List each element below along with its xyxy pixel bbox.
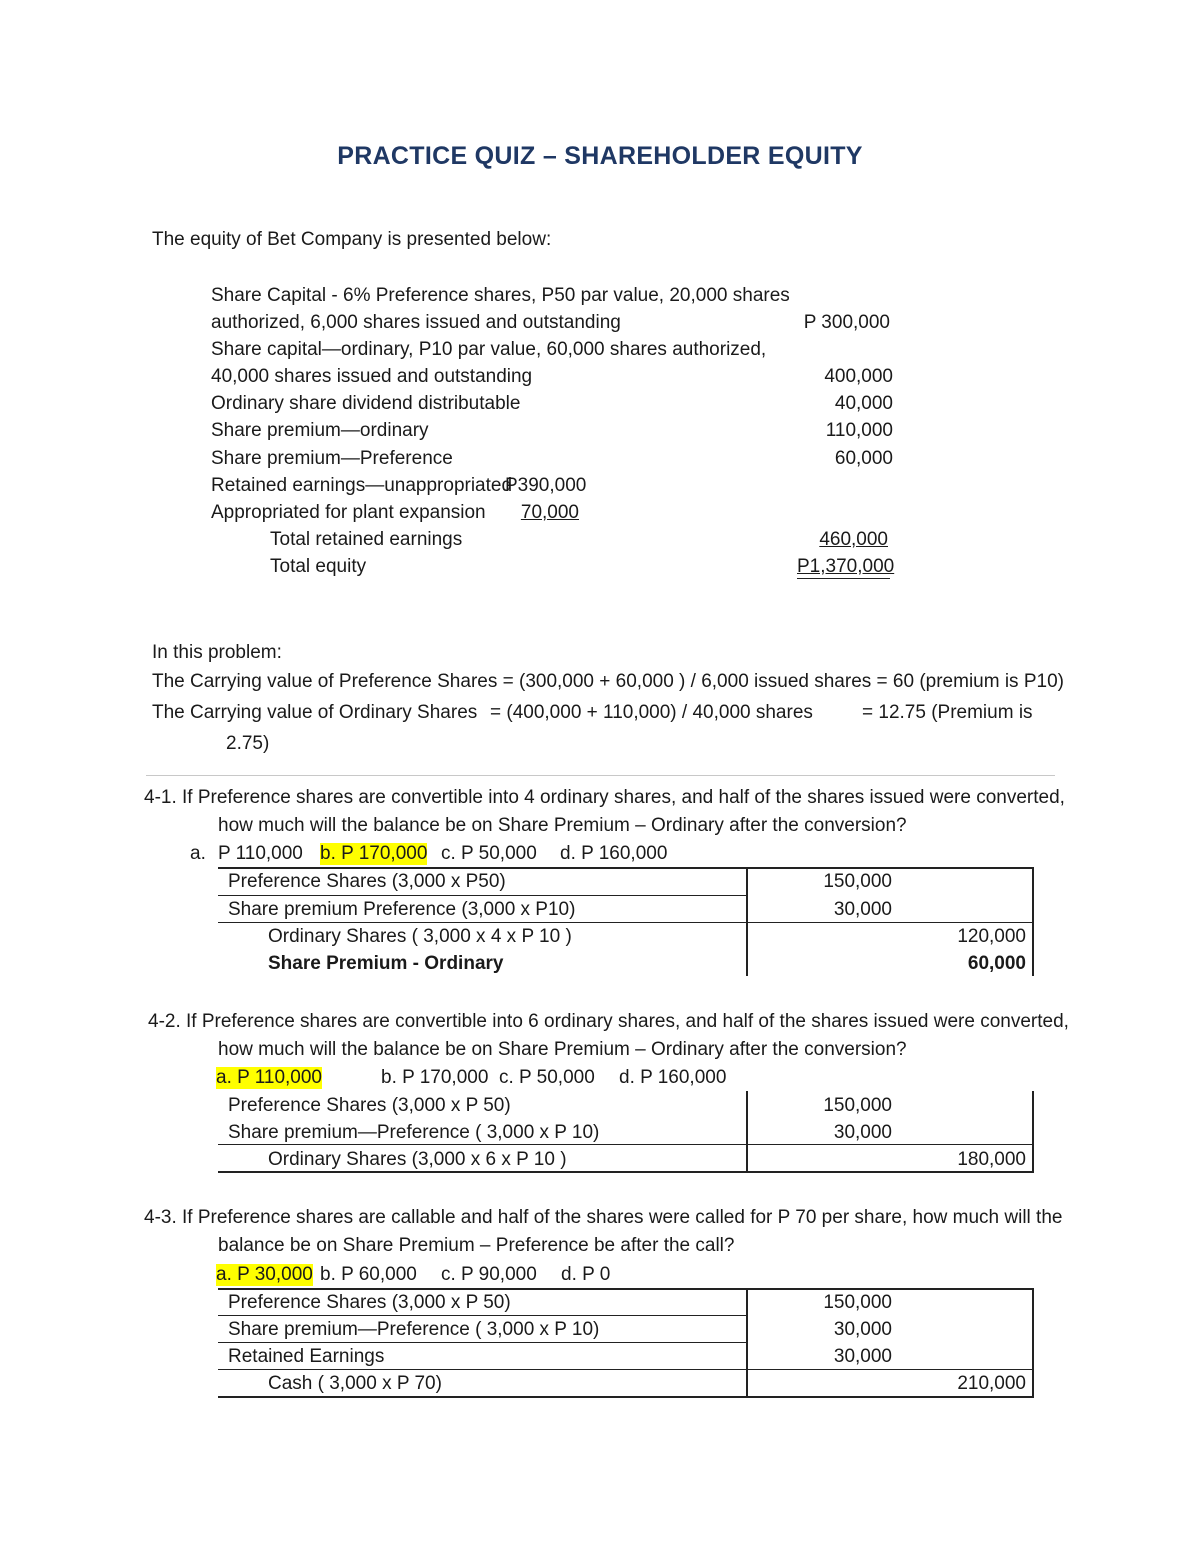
journal-credit: 120,000 bbox=[957, 926, 1026, 947]
journal-debit: 30,000 bbox=[833, 1122, 892, 1143]
total-equity-amount: P1,370,000 bbox=[797, 556, 895, 577]
option-a-answer[interactable]: a. P 30,000 bbox=[216, 1264, 313, 1285]
question-text-2: balance be on Share Premium – Preference be after the call? bbox=[218, 1235, 735, 1256]
dividend-label: Ordinary share dividend distributable bbox=[211, 393, 521, 414]
journal-debit: 30,000 bbox=[833, 1346, 892, 1367]
option-b-answer[interactable]: b. P 170,000 bbox=[320, 843, 428, 864]
option-c[interactable]: c. P 90,000 bbox=[441, 1264, 537, 1285]
question-number: 4-1. bbox=[144, 787, 177, 808]
question-text-1: If Preference shares are convertible into 4 ordinary shares, and half of the shares issued were converted, bbox=[182, 787, 1065, 808]
total-re-label: Total retained earnings bbox=[270, 529, 463, 550]
question-text-2: how much will the balance be on Share Premium – Ordinary after the conversion? bbox=[218, 815, 907, 836]
question-number: 4-3. bbox=[144, 1207, 177, 1228]
ord-shares-label-2: 40,000 shares issued and outstanding bbox=[211, 366, 533, 387]
total-equity-label: Total equity bbox=[270, 556, 367, 577]
journal-debit: 150,000 bbox=[823, 1095, 892, 1116]
carrying-value-ordinary-result: = 12.75 (Premium is bbox=[862, 702, 1033, 723]
journal-account: Preference Shares (3,000 x P 50) bbox=[228, 1095, 511, 1116]
intro-text: The equity of Bet Company is presented below: bbox=[152, 229, 552, 250]
question-text-1: If Preference shares are convertible into 6 ordinary shares, and half of the shares issued were converted, bbox=[186, 1011, 1069, 1032]
journal-account: Share premium Preference (3,000 x P10) bbox=[228, 899, 576, 920]
dividend-amount: 40,000 bbox=[834, 393, 893, 414]
journal-credit: 180,000 bbox=[957, 1149, 1026, 1170]
option-prefix: a. bbox=[190, 843, 206, 864]
option-d[interactable]: d. P 160,000 bbox=[560, 843, 668, 864]
re-appropriated-amount: 70,000 bbox=[520, 502, 579, 523]
re-unappropriated-label: Retained earnings—unappropriated bbox=[211, 475, 513, 496]
ord-shares-amount: 400,000 bbox=[824, 366, 893, 387]
option-d[interactable]: d. P 0 bbox=[561, 1264, 611, 1285]
journal-account: Share premium—Preference ( 3,000 x P 10) bbox=[228, 1122, 600, 1143]
carrying-value-ordinary-label: The Carrying value of Ordinary Shares bbox=[152, 702, 478, 723]
journal-debit: 150,000 bbox=[823, 1292, 892, 1313]
carrying-value-ordinary-premium: 2.75) bbox=[226, 733, 270, 754]
journal-debit: 30,000 bbox=[833, 1319, 892, 1340]
question-text-1: If Preference shares are callable and half of the shares were called for P 70 per share, how much will the bbox=[182, 1207, 1063, 1228]
option-b[interactable]: b. P 60,000 bbox=[320, 1264, 417, 1285]
pref-shares-label-1: Share Capital - 6% Preference shares, P50 par value, 20,000 shares bbox=[211, 285, 790, 306]
re-appropriated-label: Appropriated for plant expansion bbox=[211, 502, 486, 523]
carrying-value-ordinary-formula: = (400,000 + 110,000) / 40,000 shares bbox=[490, 702, 813, 723]
journal-debit: 30,000 bbox=[833, 899, 892, 920]
journal-account: Preference Shares (3,000 x P 50) bbox=[228, 1292, 511, 1313]
option-c[interactable]: c. P 50,000 bbox=[499, 1067, 595, 1088]
carrying-value-preference: The Carrying value of Preference Shares = (300,000 + 60,000 ) / 6,000 issued shares = 60 (premium is P10) bbox=[152, 671, 1064, 692]
ord-shares-label-1: Share capital—ordinary, P10 par value, 60,000 shares authorized, bbox=[211, 339, 767, 360]
option-c[interactable]: c. P 50,000 bbox=[441, 843, 537, 864]
journal-credit: 60,000 bbox=[967, 953, 1026, 974]
question-number: 4-2. bbox=[148, 1011, 181, 1032]
total-re-amount: 460,000 bbox=[819, 529, 888, 550]
question-text-2: how much will the balance be on Share Premium – Ordinary after the conversion? bbox=[218, 1039, 907, 1060]
sp-preference-label: Share premium—Preference bbox=[211, 448, 453, 469]
journal-debit: 150,000 bbox=[823, 871, 892, 892]
option-a-answer[interactable]: a. P 110,000 bbox=[216, 1067, 323, 1088]
journal-account: Share Premium - Ordinary bbox=[268, 953, 504, 974]
journal-account: Cash ( 3,000 x P 70) bbox=[268, 1373, 442, 1394]
sp-preference-amount: 60,000 bbox=[834, 448, 893, 469]
journal-account: Preference Shares (3,000 x P50) bbox=[228, 871, 506, 892]
section-divider bbox=[146, 775, 1055, 776]
journal-account: Retained Earnings bbox=[228, 1346, 385, 1367]
journal-account: Ordinary Shares (3,000 x 6 x P 10 ) bbox=[268, 1149, 567, 1170]
problem-heading: In this problem: bbox=[152, 642, 282, 663]
sp-ordinary-label: Share premium—ordinary bbox=[211, 420, 429, 441]
pref-shares-amount: P 300,000 bbox=[803, 312, 890, 333]
option-d[interactable]: d. P 160,000 bbox=[619, 1067, 727, 1088]
journal-account: Share premium—Preference ( 3,000 x P 10) bbox=[228, 1319, 600, 1340]
option-b[interactable]: b. P 170,000 bbox=[381, 1067, 489, 1088]
re-unappropriated-amount: P390,000 bbox=[505, 475, 587, 496]
sp-ordinary-amount: 110,000 bbox=[825, 420, 893, 441]
option-a[interactable]: P 110,000 bbox=[218, 843, 303, 864]
journal-credit: 210,000 bbox=[957, 1373, 1026, 1394]
pref-shares-label-2: authorized, 6,000 shares issued and outstanding bbox=[211, 312, 621, 333]
page-title: PRACTICE QUIZ – SHAREHOLDER EQUITY bbox=[337, 142, 863, 170]
journal-account: Ordinary Shares ( 3,000 x 4 x P 10 ) bbox=[268, 926, 572, 947]
